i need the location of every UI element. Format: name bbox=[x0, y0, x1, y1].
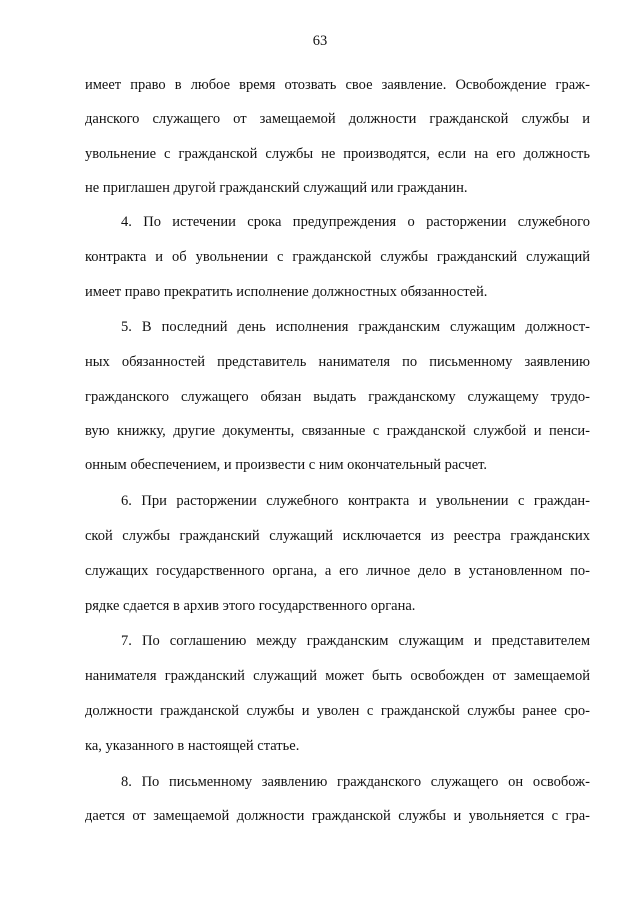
page-number: 63 bbox=[312, 33, 328, 49]
text-line: служащих государственного органа, а его личное дело в установленном по- bbox=[85, 563, 590, 579]
text-line: контракта и об увольнении с гражданской службы гражданский служащий bbox=[85, 249, 590, 265]
text-line: нанимателя гражданский служащий может быть освобожден от замещаемой bbox=[85, 668, 590, 684]
text-line: не приглашен другой гражданский служащий или гражданин. bbox=[85, 180, 468, 196]
text-line: имеет право в любое время отозвать свое заявление. Освобождение граж- bbox=[85, 77, 590, 93]
text-line: вую книжку, другие документы, связанные с гражданской службой и пенси- bbox=[85, 423, 590, 439]
text-line: имеет право прекратить исполнение должностных обязанностей. bbox=[85, 284, 488, 300]
text-line: дается от замещаемой должности гражданской службы и увольняется с гра- bbox=[85, 808, 590, 824]
text-line: ской службы гражданский служащий исключается из реестра гражданских bbox=[85, 528, 590, 544]
text-line: должности гражданской службы и уволен с гражданской службы ранее сро- bbox=[85, 703, 590, 719]
text-line: увольнение с гражданской службы не производятся, если на его должность bbox=[85, 146, 590, 162]
paragraph-first-line: 6. При расторжении служебного контракта и увольнении с граждан- bbox=[121, 493, 590, 509]
text-line: ка, указанного в настоящей статье. bbox=[85, 738, 300, 754]
paragraph-first-line: 8. По письменному заявлению гражданского служащего он освобож- bbox=[121, 774, 590, 790]
text-line: онным обеспечением, и произвести с ним окончательный расчет. bbox=[85, 457, 488, 473]
text-line: рядке сдается в архив этого государственного органа. bbox=[85, 598, 416, 614]
paragraph-first-line: 5. В последний день исполнения гражданским служащим должност- bbox=[121, 319, 590, 335]
text-line: данского служащего от замещаемой должности гражданской службы и bbox=[85, 111, 590, 127]
text-line: ных обязанностей представитель нанимателя по письменному заявлению bbox=[85, 354, 590, 370]
paragraph-first-line: 4. По истечении срока предупреждения о расторжении служебного bbox=[121, 214, 590, 230]
paragraph-first-line: 7. По соглашению между гражданским служащим и представителем bbox=[121, 633, 590, 649]
text-line: гражданского служащего обязан выдать гражданскому служащему трудо- bbox=[85, 389, 590, 405]
